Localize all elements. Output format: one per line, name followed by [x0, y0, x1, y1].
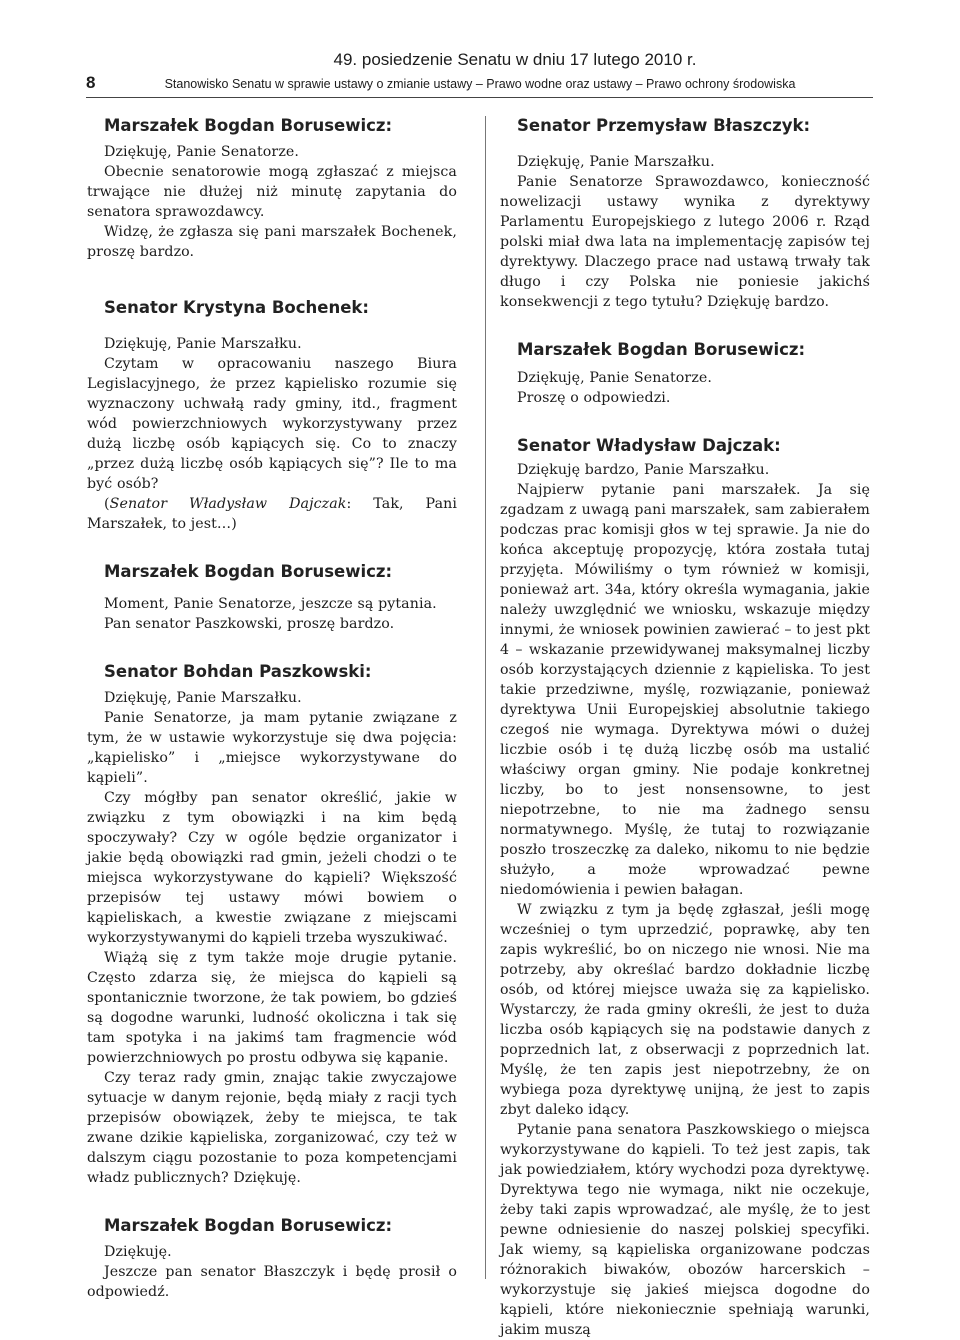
interjection-speaker: Senator Władysław Dajczak — [109, 496, 347, 512]
speech-block — [87, 114, 457, 262]
speech-paragraph: Dziękuję. — [104, 1244, 172, 1260]
speech-paragraph: Dziękuję, Panie Senatorze. — [517, 370, 712, 386]
speech-block — [87, 1214, 457, 1302]
speech-block — [87, 660, 457, 1188]
speaker-heading: Senator Władysław Dajczak: — [517, 436, 781, 455]
speech-block — [87, 296, 457, 534]
speaker-heading: Marszałek Bogdan Borusewicz: — [104, 562, 393, 581]
speech-paragraph: Jeszcze pan senator Błaszczyk i będę prosił o odpowiedź. — [87, 1264, 457, 1300]
page-number: 8 — [86, 73, 96, 92]
speech-paragraph: Wiążą się z tym także moje drugie pytanie. Często zdarza się, że miejsca do kąpieli są spontanicznie tworzone, że tak powiem, bo gdzieś są dogodne warunki, ludność okoliczna i tak się tam spotyka i na jakimś tam fragmencie wód powierzchniowych po prostu odbywa się kąpanie. — [87, 950, 457, 1066]
speech-block — [500, 434, 870, 1340]
speech-paragraph: Pytanie pana senatora Paszkowskiego o miejsca wykorzystywane do kąpieli. To też jest zapis, tak jak powiedziałem, który wychodzi poza dyrektywę. Dyrektywa tego nie wymaga, nikt nie oczekuje, żeby taki zapis wprowadzać, ale myślę, że to jest pewne odniesienie do naszej polskiej specyfiki. Jak wiemy, są kąpieliska organizowane podczas różnorakich biwaków, obozów harcerskich – wykorzystuje się jakieś miejsca dogodne do kąpieli, które niekoniecznie spełniają warunki, jakim muszą — [500, 1122, 870, 1338]
right-column — [500, 114, 870, 1340]
header-divider — [86, 97, 873, 98]
speaker-heading: Marszałek Bogdan Borusewicz: — [104, 116, 393, 135]
speaker-heading: Senator Przemysław Błaszczyk: — [517, 116, 811, 135]
speech-paragraph: Obecnie senatorowie mogą zgłaszać z miejsca trwające nie dłużej niż minutę zapytania do senatora sprawozdawcy. — [87, 164, 457, 220]
speaker-heading: Senator Krystyna Bochenek: — [104, 298, 369, 317]
speech-paragraph: Dziękuję, Panie Marszałku. — [517, 154, 715, 170]
speech-block — [500, 114, 870, 312]
speech-paragraph: Dziękuję, Panie Senatorze. — [104, 144, 299, 160]
speech-paragraph: Pan senator Paszkowski, proszę bardzo. — [104, 616, 395, 632]
speech-paragraph: W związku z tym ja będę zgłaszał, jeśli mogę wcześniej o tym uprzedzić, poprawkę, aby ten zapis wykreślić, bo on niczego nie wnosi. Nie ma potrzeby, aby określać bardzo dokładnie liczbę osób, od której miejsce uważa się za kąpielisko. Wystarczy, że rada gminy określi, że jest to duża liczba osób kąpiących się na podstawie danych z poprzednich lat, z obserwacji z poprzednich lat. Myślę, że ten zapis jest niepotrzebny, że on wybiega poza dyrektywę unijną, że jest to zapis zbyt daleko idący. — [500, 902, 870, 1118]
column-divider — [485, 116, 486, 1279]
speech-paragraph: Dziękuję, Panie Marszałku. — [104, 336, 302, 352]
interjection-text: : Tak, Pani Marszałek, to jest…) — [87, 496, 457, 532]
speech-paragraph: Czy mógłby pan senator określić, jakie w związku z tym obowiązki i na kim będą spoczywały? Czy w ogóle będzie organizator i jakie będą obowiązki rad gmin, jeżeli chodzi o te miejsca wykorzystywane do kąpieli? Większość przepisów tej ustawy mówi bowiem o kąpieliskach, a kwestie związane z miejscami wykorzystywanymi do kąpieli trzeba wyszukiwać. — [87, 790, 457, 946]
document-subtitle: Stanowisko Senatu w sprawie ustawy o zmianie ustawy – Prawo wodne oraz ustawy – Prawo ochrony środowiska — [164, 77, 796, 91]
interjection-open: ( — [104, 496, 110, 512]
speech-paragraph: Czytam w opracowaniu naszego Biura Legislacyjnego, że przez kąpielisko rozumie się wyznaczony uchwałą rady gminy, itd., fragment wód powierzchniowych wykorzystywany przez dużą liczbę osób kąpiących się. Co to znaczy „przez dużą liczbę osób kąpiących się”? Ile to ma być osób? — [87, 356, 457, 492]
speech-paragraph: Najpierw pytanie pani marszałek. Ja się zgadzam z uwagą pani marszałek, sam zabierałem podczas prac komisji głos w tej sprawie. Ja nie do końca akceptuję propozycję, która została tutaj przyjęta. Mówiliśmy o tym również w komisji, ponieważ art. 34a, który określa wymagania, jakie należy uwzględnić we wniosku, wskazuje między innymi, że wniosek powinien zawierać – to jest pkt 4 – wskazanie przewidywanej maksymalnej liczby osób korzystających dziennie z kąpieliska. To jest takie przedziwne, myślę, rozwiązanie, ponieważ dyrektywa Unii Europejskiej absolutnie takiego czegoś nie wymaga. Dyrektywa mówi o dużej liczbie osób i tę dużą liczbę osób ma ustalić właściwy organ gminy. Nie podaje konkretnej liczby, bo to jest nonsensowne, to jest niepotrzebne, to nie ma żadnego sensu normatywnego. Myślę, że tutaj to rozwiązanie poszło troszeczkę za daleko, nikomu to nie będzie służyło, a może wprowadzać pewne niedomówienia i pewien bałagan. — [500, 482, 870, 898]
speaker-heading: Marszałek Bogdan Borusewicz: — [517, 340, 806, 359]
speech-paragraph: Panie Senatorze Sprawozdawco, konieczność nowelizacji ustawy wynika z dyrektywy Parlamentu Europejskiego z lutego 2006 r. Rząd polski miał dwa lata na implementację zapisów tej dyrektywy. Dlaczego prace nad ustawą trwały tak długo i czy Polska nie poniesie jakichś konsekwencji z tego tytułu? Dziękuję bardzo. — [500, 174, 870, 310]
interjection — [87, 494, 457, 534]
speech-block — [500, 338, 870, 408]
speech-paragraph: Widzę, że zgłasza się pani marszałek Bochenek, proszę bardzo. — [87, 224, 457, 260]
left-column — [87, 114, 457, 1302]
speech-block — [87, 560, 457, 634]
session-title: 49. posiedzenie Senatu w dniu 17 lutego 2010 r. — [333, 50, 697, 69]
speech-paragraph: Dziękuję, Panie Marszałku. — [104, 690, 302, 706]
speech-paragraph: Dziękuję bardzo, Panie Marszałku. — [517, 462, 770, 478]
speech-paragraph: Panie Senatorze, ja mam pytanie związane z tym, że w ustawie wykorzystuje się dwa pojęcia: „kąpielisko” i „miejsce wykorzystywane do kąpieli”. — [87, 710, 457, 786]
speaker-heading: Marszałek Bogdan Borusewicz: — [104, 1216, 393, 1235]
speech-paragraph: Proszę o odpowiedzi. — [517, 390, 671, 406]
speech-paragraph: Czy teraz rady gmin, znając takie zwyczajowe sytuacje w danym rejonie, będą miały z racji tych przepisów obowiązek, żeby te miejsca, te tak zwane dzikie kąpieliska, zorganizować, czy też w dalszym ciągu pozostanie to poza kompetencjami władz publicznych? Dziękuję. — [87, 1070, 457, 1186]
speaker-heading: Senator Bohdan Paszkowski: — [104, 662, 372, 681]
speech-paragraph: Moment, Panie Senatorze, jeszcze są pytania. — [104, 596, 437, 612]
